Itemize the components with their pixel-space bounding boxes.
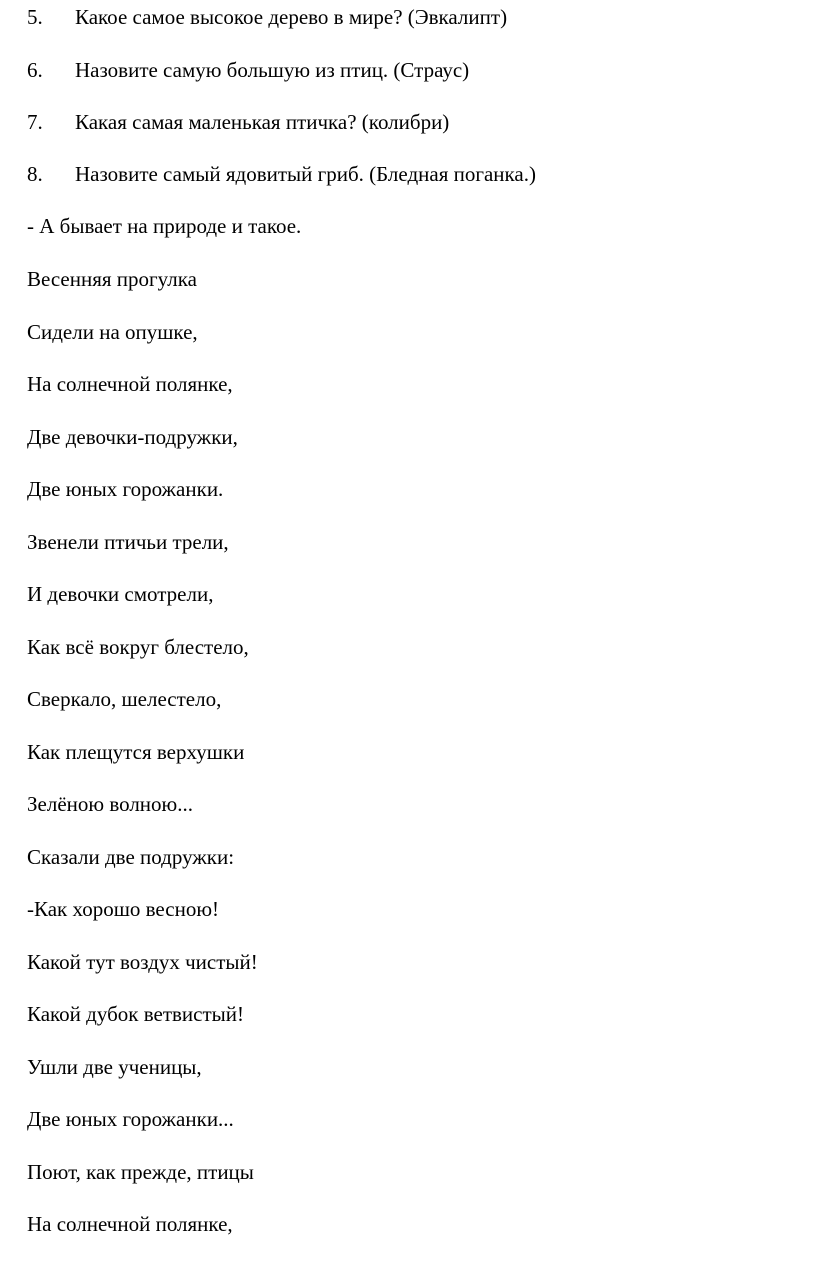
poem-line: Сидели на опушке, [27,320,198,344]
poem-line: Сверкало, шелестело, [27,687,222,711]
question-7 [27,109,449,135]
poem-title: Весенняя прогулка [27,267,197,291]
question-text: Какая самая маленькая птичка? (колибри) [75,110,450,134]
question-number: 7. [27,110,43,134]
question-text: Какое самое высокое дерево в мире? (Эвкалипт) [75,5,508,29]
poem-line: Ушли две ученицы, [27,1055,202,1079]
poem-line: Как плещутся верхушки [27,740,245,764]
question-text: Назовите самый ядовитый гриб. (Бледная поганка.) [75,162,536,186]
question-number: 8. [27,162,43,186]
poem-line: Какой дубок ветвистый! [27,1002,245,1026]
poem-line: На солнечной полянке, [27,1212,233,1236]
poem-line: На солнечной полянке, [27,372,233,396]
poem-line: Как всё вокруг блестело, [27,635,249,659]
poem-line: Две юных горожанки... [27,1107,234,1131]
poem-line: Какой тут воздух чистый! [27,950,258,974]
poem-line: И девочки смотрели, [27,582,214,606]
poem-line: -Как хорошо весною! [27,897,219,921]
question-text: Назовите самую большую из птиц. (Страус) [75,58,470,82]
poem-line: Сказали две подружки: [27,845,235,869]
poem-line: Две девочки-подружки, [27,425,238,449]
poem-line: Поют, как прежде, птицы [27,1160,254,1184]
question-6 [27,57,469,83]
question-number: 5. [27,5,43,29]
question-5 [27,4,507,30]
question-number: 6. [27,58,43,82]
poem-line: Зелёною волною... [27,792,193,816]
intro-line: - А бывает на природе и такое. [27,214,302,238]
poem-line: Звенели птичьи трели, [27,530,229,554]
poem-line: Две юных горожанки. [27,477,224,501]
question-8 [27,161,536,187]
